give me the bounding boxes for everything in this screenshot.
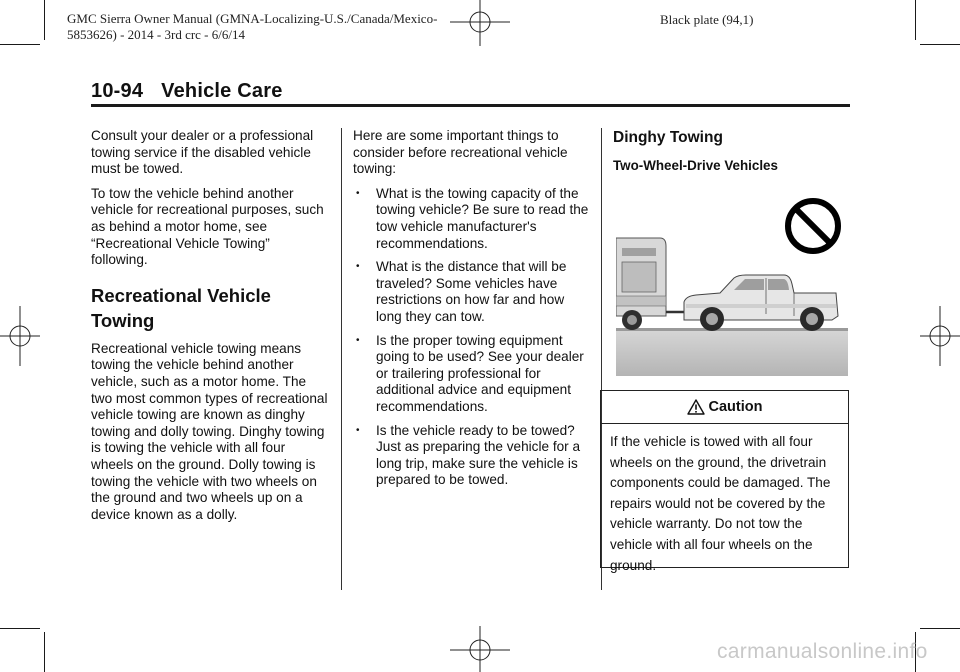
crop-mark (920, 628, 960, 629)
list-item: • Is the vehicle ready to be towed? Just as preparing the vehicle for a long trip, make sure the vehicle is prepared to be towed. (356, 422, 581, 488)
page-header (91, 80, 283, 103)
crop-mark (915, 0, 916, 40)
registration-target-icon (920, 306, 960, 366)
caution-header (601, 391, 848, 424)
bullet-icon: • (356, 187, 360, 199)
caution-title: Caution (708, 399, 763, 415)
caution-text: If the vehicle is towed with all four wheels on the ground, the drivetrain components could be damaged. The repairs would not be covered by the vehicle warranty. Do not tow the vehicle with all four wheels on the ground. (610, 434, 831, 573)
registration-target-icon (450, 626, 510, 672)
bullet-icon: • (356, 261, 360, 273)
motor-home (616, 238, 666, 330)
paragraph: Recreational vehicle towing means towing the vehicle behind another vehicle, such as a motor home. The two most common types of recreational vehicle towing are known as dinghy towing and dolly towing. Dinghy towing is towing the vehicle with all four wheels on the ground. Dolly towing is towing the vehicle with two wheels on the ground and two wheels up on a device known as a dolly. (91, 340, 328, 522)
crop-mark (44, 0, 45, 40)
page-number: 10-94 (91, 80, 144, 102)
plate-line-1: GMC Sierra Owner Manual (GMNA-Localizing-U.S./Canada/Mexico- (67, 11, 438, 26)
subheading: Two-Wheel-Drive Vehicles (613, 158, 778, 173)
paragraph: To tow the vehicle behind another vehicle for recreational purposes, such as behind a motor home, see “Recreational Vehicle Towing” following. (91, 185, 324, 268)
plate-line-2: 5853626) - 2014 - 3rd crc - 6/6/14 (67, 27, 245, 42)
crop-mark (0, 628, 40, 629)
section-title: Vehicle Care (161, 80, 283, 102)
crop-mark (0, 44, 40, 45)
road (616, 330, 848, 376)
plate-label: Black plate (94,1) (660, 12, 754, 27)
column-1 (91, 128, 329, 531)
watermark: carmanualsonline.info (717, 640, 928, 663)
bullet-icon: • (356, 334, 360, 346)
paragraph: Consult your dealer or a professional towing service if the disabled vehicle must be towed. (91, 128, 314, 177)
list-item: • What is the distance that will be traveled? Some vehicles have restrictions on how far and how long they can tow. (356, 259, 567, 324)
paragraph: Here are some important things to consider before recreational vehicle towing: (353, 128, 568, 177)
section-heading: Recreational Vehicle Towing (91, 284, 271, 331)
column-3 (613, 128, 853, 184)
crop-mark (44, 632, 45, 672)
list-item: • What is the towing capacity of the towing vehicle? Be sure to read the tow vehicle manufacturer's recommendations. (356, 185, 589, 251)
bullet-icon: • (356, 424, 360, 436)
caution-box (600, 390, 849, 573)
bullet-list (353, 186, 593, 489)
registration-target-icon (0, 306, 40, 366)
plate-info (67, 11, 487, 43)
column-divider (341, 128, 342, 590)
list-item: • Is the proper towing equipment going to be used? See your dealer or trailering professional for additional advice and equipment recommendations. (356, 332, 584, 414)
crop-mark (920, 44, 960, 45)
warning-icon (687, 399, 705, 415)
header-rule (91, 104, 850, 107)
column-2 (353, 128, 593, 496)
section-heading: Dinghy Towing (613, 129, 723, 146)
dinghy-towing-illustration (616, 192, 848, 376)
